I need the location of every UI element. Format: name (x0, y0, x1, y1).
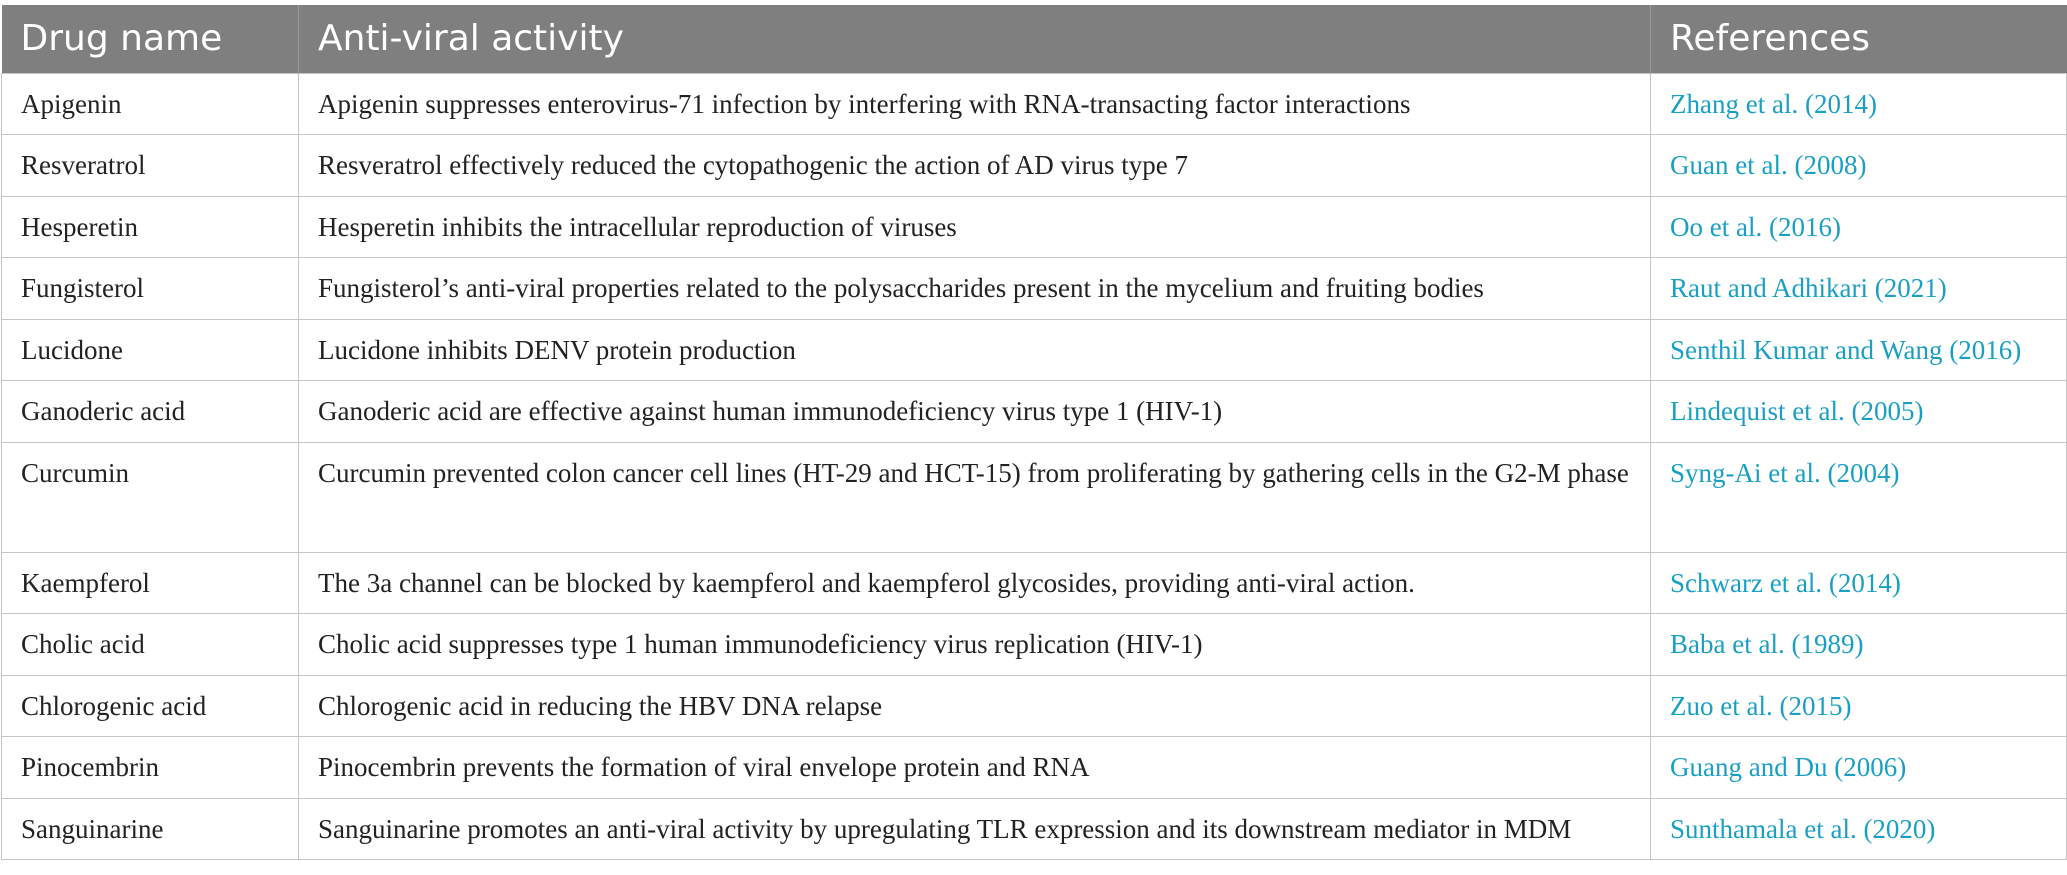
table-container (1, 5, 2066, 860)
table-row (2, 675, 2067, 737)
table-body (2, 73, 2067, 860)
drug-name-cell: Curcumin (2, 442, 299, 552)
column-header-anti-viral-activity: Anti-viral activity (299, 5, 1651, 73)
activity-cell: Resveratrol effectively reduced the cytopathogenic the action of AD virus type 7 (299, 135, 1651, 197)
reference-link[interactable]: Schwarz et al. (2014) (1651, 552, 2067, 614)
reference-link[interactable]: Sunthamala et al. (2020) (1651, 798, 2067, 860)
activity-cell: Fungisterol’s anti-viral properties related to the polysaccharides present in the mycelium and fruiting bodies (299, 258, 1651, 320)
drug-name-cell: Pinocembrin (2, 737, 299, 799)
table-row (2, 737, 2067, 799)
drug-name-cell: Kaempferol (2, 552, 299, 614)
header-row (2, 5, 2067, 73)
drug-name-cell: Apigenin (2, 73, 299, 135)
table-row (2, 381, 2067, 443)
reference-link[interactable]: Syng-Ai et al. (2004) (1651, 442, 2067, 552)
column-header-references: References (1651, 5, 2067, 73)
column-header-drug-name: Drug name (2, 5, 299, 73)
table-row (2, 798, 2067, 860)
table-row (2, 135, 2067, 197)
activity-cell: The 3a channel can be blocked by kaempferol and kaempferol glycosides, providing anti-viral action. (299, 552, 1651, 614)
table-row (2, 442, 2067, 552)
reference-link[interactable]: Guan et al. (2008) (1651, 135, 2067, 197)
drug-name-cell: Chlorogenic acid (2, 675, 299, 737)
activity-cell: Curcumin prevented colon cancer cell lines (HT-29 and HCT-15) from proliferating by gathering cells in the G2-M phase (299, 442, 1651, 552)
table-header (2, 5, 2067, 73)
drug-name-cell: Lucidone (2, 319, 299, 381)
drug-name-cell: Sanguinarine (2, 798, 299, 860)
activity-cell: Ganoderic acid are effective against human immunodeficiency virus type 1 (HIV-1) (299, 381, 1651, 443)
reference-link[interactable]: Zuo et al. (2015) (1651, 675, 2067, 737)
reference-link[interactable]: Zhang et al. (2014) (1651, 73, 2067, 135)
reference-link[interactable]: Baba et al. (1989) (1651, 614, 2067, 676)
reference-link[interactable]: Lindequist et al. (2005) (1651, 381, 2067, 443)
table-row (2, 319, 2067, 381)
reference-link[interactable]: Raut and Adhikari (2021) (1651, 258, 2067, 320)
activity-cell: Chlorogenic acid in reducing the HBV DNA relapse (299, 675, 1651, 737)
activity-cell: Apigenin suppresses enterovirus-71 infection by interfering with RNA-transacting factor interactions (299, 73, 1651, 135)
activity-cell: Lucidone inhibits DENV protein production (299, 319, 1651, 381)
activity-cell: Pinocembrin prevents the formation of viral envelope protein and RNA (299, 737, 1651, 799)
table-row (2, 614, 2067, 676)
activity-cell: Sanguinarine promotes an anti-viral activity by upregulating TLR expression and its downstream mediator in MDM (299, 798, 1651, 860)
drug-name-cell: Hesperetin (2, 196, 299, 258)
drug-name-cell: Ganoderic acid (2, 381, 299, 443)
drug-name-cell: Cholic acid (2, 614, 299, 676)
activity-cell: Cholic acid suppresses type 1 human immunodeficiency virus replication (HIV-1) (299, 614, 1651, 676)
drug-name-cell: Resveratrol (2, 135, 299, 197)
antiviral-drug-table (1, 5, 2067, 860)
reference-link[interactable]: Oo et al. (2016) (1651, 196, 2067, 258)
drug-name-cell: Fungisterol (2, 258, 299, 320)
table-row (2, 552, 2067, 614)
table-row (2, 196, 2067, 258)
activity-cell: Hesperetin inhibits the intracellular reproduction of viruses (299, 196, 1651, 258)
reference-link[interactable]: Guang and Du (2006) (1651, 737, 2067, 799)
table-row (2, 73, 2067, 135)
reference-link[interactable]: Senthil Kumar and Wang (2016) (1651, 319, 2067, 381)
table-row (2, 258, 2067, 320)
